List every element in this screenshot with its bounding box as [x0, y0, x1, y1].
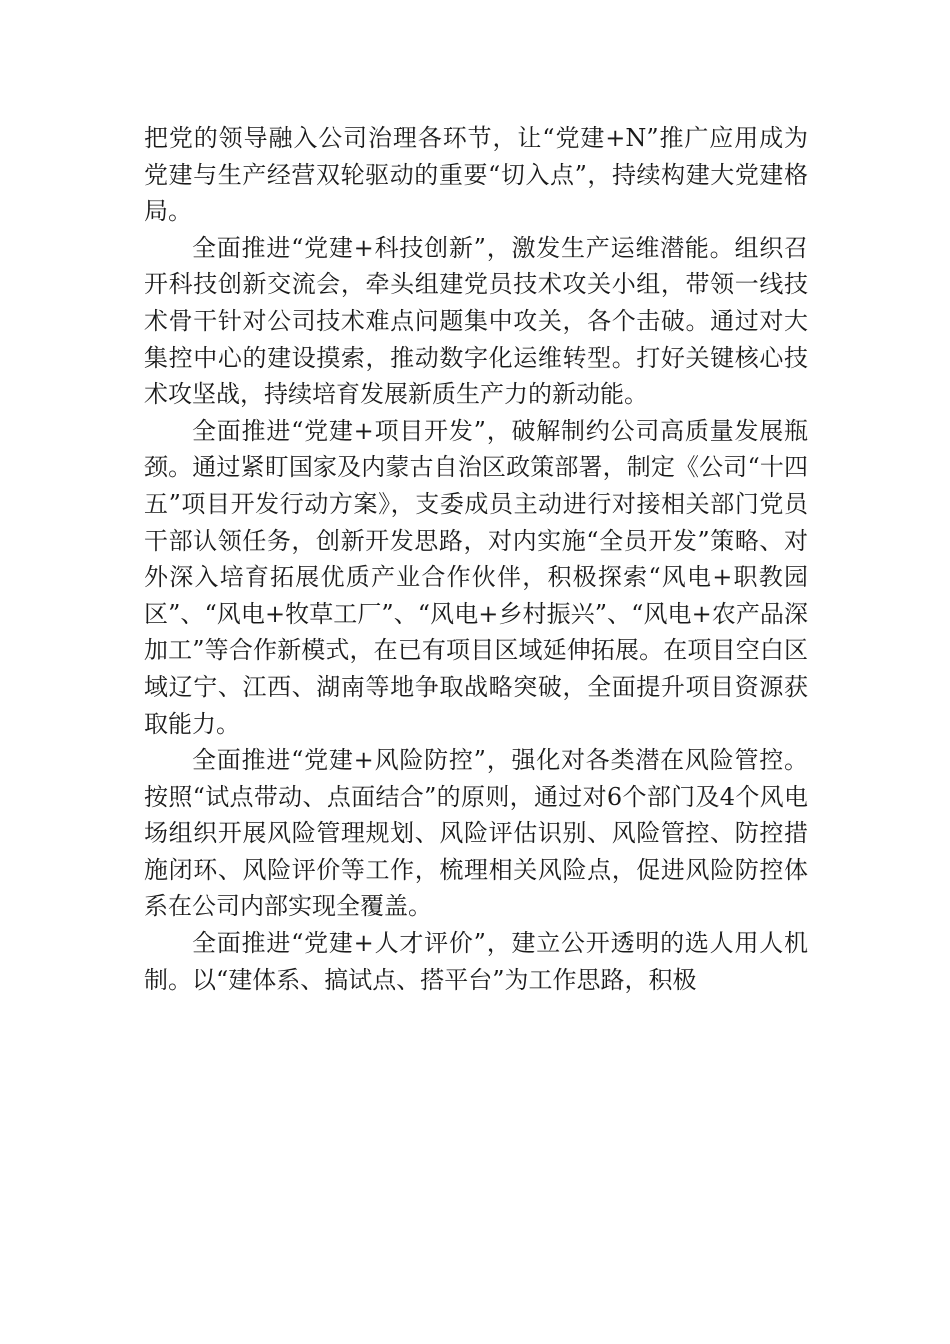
- paragraph-3: 全面推进“党建+项目开发”，破解制约公司高质量发展瓶颈。通过紧盯国家及内蒙古自治区政策部署，制定《公司“十四五”项目开发行动方案》，支委成员主动进行对接相关部门党员干部认领任务，创新开发思路，对内实施“全员开发”策略、对外深入培育拓展优质产业合作伙伴，积极探索“风电+职教园区”、“风电+牧草工厂”、“风电+乡村振兴”、“风电+农产品深加工”等合作新模式，在已有项目区域延伸拓展。在项目空白区域辽宁、江西、湖南等地争取战略突破，全面提升项目资源获取能力。: [144, 416, 808, 738]
- paragraph-2: 全面推进“党建+科技创新”，激发生产运维潜能。组织召开科技创新交流会，牵头组建党员技术攻关小组，带领一线技术骨干针对公司技术难点问题集中攻关，各个击破。通过对大集控中心的建设摸索，推动数字化运维转型。打好关键核心技术攻坚战，持续培育发展新质生产力的新动能。: [144, 233, 808, 409]
- paragraph-5: 全面推进“党建+人才评价”，建立公开透明的选人用人机制。以“建体系、搞试点、搭平台”为工作思路，积极: [144, 929, 808, 994]
- paragraph-1: 把党的领导融入公司治理各环节，让“党建+N”推广应用成为党建与生产经营双轮驱动的重要“切入点”，持续构建大党建格局。: [144, 124, 808, 226]
- paragraph-4: 全面推进“党建+风险防控”，强化对各类潜在风险管控。按照“试点带动、点面结合”的原则，通过对6个部门及4个风电场组织开展风险管理规划、风险评估识别、风险管控、防控措施闭环、风险评价等工作，梳理相关风险点，促进风险防控体系在公司内部实现全覆盖。: [144, 746, 808, 921]
- document-body: [144, 120, 808, 998]
